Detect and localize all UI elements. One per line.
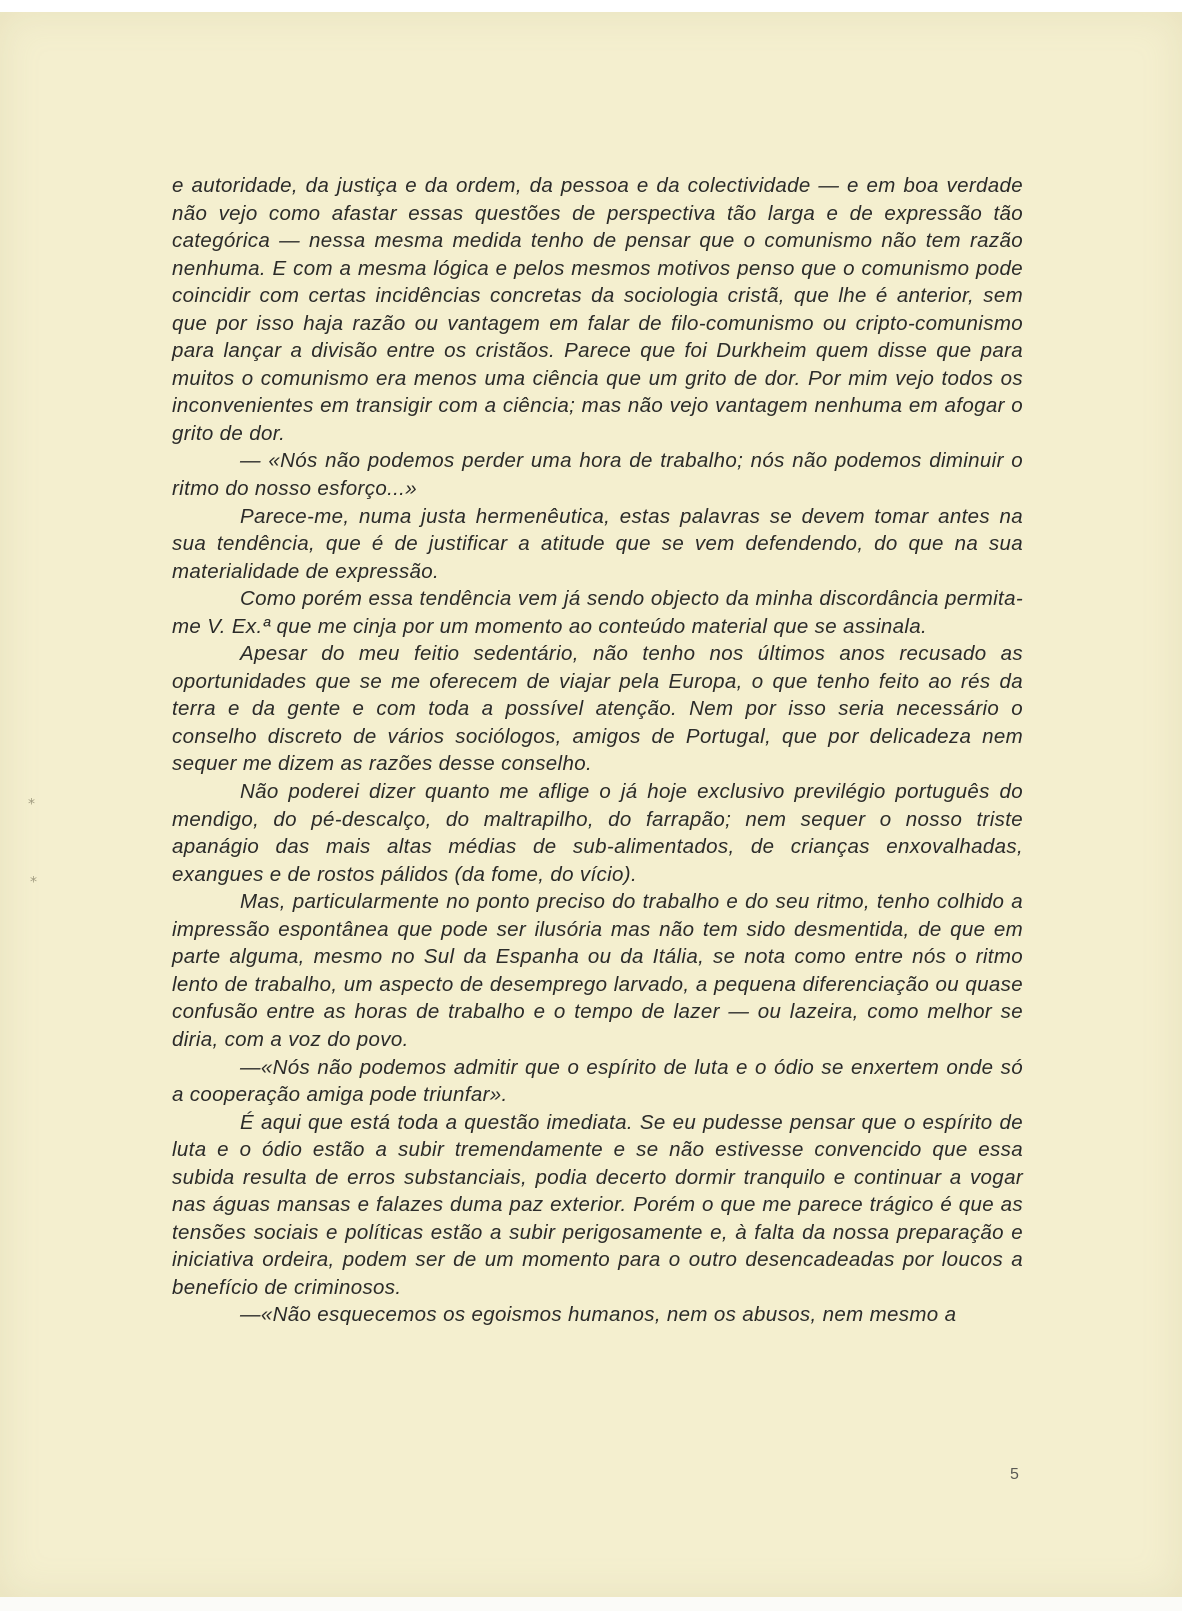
margin-speck-mark: ⁎ [28, 792, 35, 808]
paragraph-6: Não poderei dizer quanto me aflige o já hoje exclusivo previlégio português do mendigo, do pé-descalço, do maltrapilho, do farrapão; nem sequer o nosso triste apanágio das mais altas médias de sub-alimentados, de crianças enxovalhadas, exangues e de rostos pálidos (da fome, do vício). [172, 780, 1023, 886]
paragraph-10-quote: —«Não esquecemos os egoismos humanos, nem os abusos, nem mesmo a [240, 1303, 957, 1327]
page-number: 5 [1010, 1466, 1019, 1483]
paragraph-5: Apesar do meu feitio sedentário, não tenho nos últimos anos recusado as oportunidades que se me oferecem de viajar pela Europa, o que tenho feito ao rés da terra e da gente e com toda a possível atenção. Nem por isso seria necessário o conselho discreto de vários sociólogos, amigos de Portugal, que por delicadeza nem sequer me dizem as razões desse conselho. [172, 642, 1023, 776]
paragraph-7: Mas, particularmente no ponto preciso do trabalho e do seu ritmo, tenho colhido a impressão espontânea que pode ser ilusória mas não tem sido desmentida, de que em parte alguma, mesmo no Sul da Espanha ou da Itália, se nota como entre nós o ritmo lento de trabalho, um aspecto de desemprego larvado, a pequena diferenciação ou quase confusão entre as horas de trabalho e o tempo de lazer — ou lazeira, como melhor se diria, com a voz do povo. [172, 890, 1023, 1051]
scan-background-bottom [0, 1597, 1182, 1611]
paragraph-3: Parece-me, numa justa hermenêutica, estas palavras se devem tomar antes na sua tendência, que é de justificar a atitude que se vem defendendo, do que na sua materialidade de expressão. [172, 504, 1023, 583]
paragraph-8-quote: —«Nós não podemos admitir que o espírito de luta e o ódio se enxertem onde só a cooperação amiga pode triunfar». [172, 1055, 1023, 1107]
paragraph-2-quote: — «Nós não podemos perder uma hora de trabalho; nós não podemos diminuir o ritmo do nosso esforço...» [172, 449, 1023, 501]
margin-speck-mark: ⁎ [30, 870, 37, 886]
body-text [172, 172, 1023, 1329]
paragraph-4: Como porém essa tendência vem já sendo objecto da minha discordância permita-me V. Ex.ª que me cinja por um momento ao conteúdo material que se assinala. [172, 587, 1023, 638]
paper-sheet [0, 12, 1182, 1597]
paragraph-1: e autoridade, da justiça e da ordem, da pessoa e da colectividade — e em boa verdade não vejo como afastar essas questões de perspectiva tão larga e de expressão tão categórica — nessa mesma medida tenho de pensar que o comunismo não tem razão nenhuma. E com a mesma lógica e pelos mesmos motivos penso que o comunismo pode coincidir com certas incidências concretas da sociologia cristã, que lhe é anterior, sem que por isso haja razão ou vantagem em falar de filo-comunismo ou cripto-comunismo para lançar a divisão entre os cristãos. Parece que foi Durkheim quem disse que para muitos o comunismo era menos uma ciência que um grito de dor. Por mim vejo todos os inconvenientes em transigir com a ciência; mas não vejo vantagem nenhuma em afogar o grito de dor. [172, 174, 1023, 445]
scan-background-right [1182, 12, 1197, 1611]
paragraph-9: É aqui que está toda a questão imediata. Se eu pudesse pensar que o espírito de luta e o ódio estão a subir tremendamente e se não estivesse convencido que essa subida resulta de erros substanciais, podia decerto dormir tranquilo e continuar a vogar nas águas mansas e falazes duma paz exterior. Porém o que me parece trágico é que as tensões sociais e políticas estão a subir perigosamente e, à falta da nossa preparação e iniciativa ordeira, podem ser de um momento para o outro desencadeadas por loucos a benefício de criminosos. [172, 1110, 1023, 1299]
